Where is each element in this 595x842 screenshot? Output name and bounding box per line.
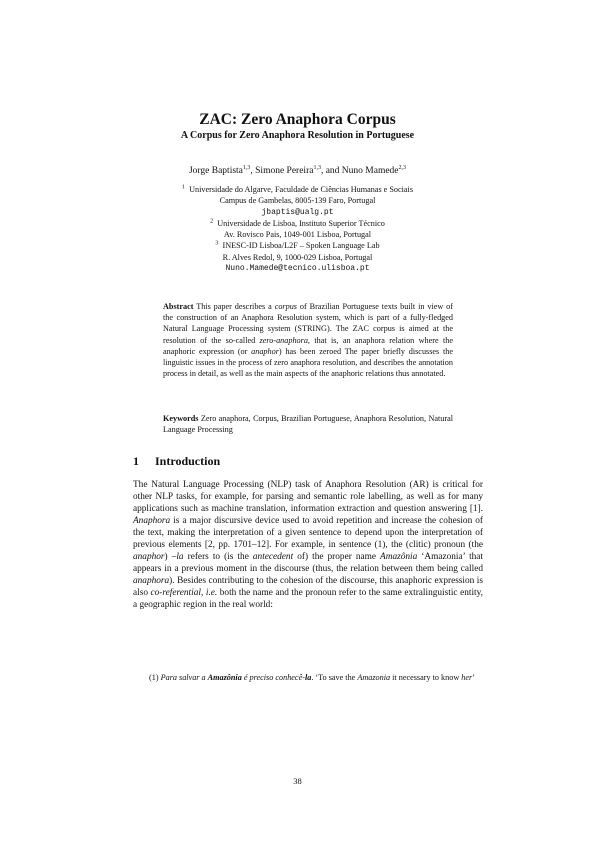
paper-subtitle: A Corpus for Zero Anaphora Resolution in Portuguese	[180, 130, 415, 141]
affiliation-line: Campus de Gambelas, 8005-139 Faro, Portugal	[219, 196, 376, 206]
author-affil-mark: 2,3	[398, 164, 407, 171]
affiliations	[0, 184, 595, 274]
affil-mark: 1	[181, 184, 185, 191]
page-number: 38	[293, 776, 302, 786]
paper-title: ZAC: Zero Anaphora Corpus	[199, 111, 396, 128]
affil-mark: 3	[215, 240, 219, 247]
section-title: Introduction	[155, 454, 221, 468]
author-affil-mark: 1,3	[313, 164, 321, 171]
affiliation-email[interactable]: jbaptis@ualg.pt	[261, 207, 334, 217]
example-sentence: (1) Para salvar a Amazônia é preciso conhecê-la. ‘To save the Amazonia it necessary to know her’	[149, 673, 475, 682]
affiliation-line: $^2$ Universidade de Lisboa, Instituto Superior Técnico	[210, 218, 385, 228]
abstract: Abstract This paper describes a corpus of Brazilian Portuguese texts built in view of the construction of an Anaphora Resolution system, which is part of a fully-fledged Natural Language Processing system (STRING). The ZAC corpus is aimed at the resolution of the so-called zero-anaphora, that is, an anaphora relation where the anaphoric expression (or anaphor) has been zeroed The paper briefly discusses the linguistic issues in the process of zero anaphora resolution, and describes the annotation process in detail, as well as the main aspects of the anaphoric relations thus annotated.	[163, 302, 454, 379]
affiliation-line: Av. Rovisco Pais, 1049-001 Lisboa, Portugal	[223, 230, 372, 240]
abstract-label: Abstract	[163, 302, 194, 311]
affiliation-line: $^1$ Universidade do Algarve, Faculdade de Ciências Humanas e Sociais	[181, 184, 414, 194]
section-number: 1	[133, 454, 139, 468]
author-list	[0, 166, 595, 176]
keywords: Keywords Zero anaphora, Corpus, Brazilian Portuguese, Anaphora Resolution, Natural Language Processing	[163, 414, 453, 435]
author-name: , Simone Pereira	[250, 166, 314, 176]
author-name: Jorge Baptista	[188, 166, 243, 176]
author-affil-mark: 1,3	[242, 164, 251, 171]
affiliation-line: R. Alves Redol, 9, 1000-029 Lisboa, Portugal	[222, 252, 373, 262]
author-name: , and Nuno Mamede	[320, 166, 399, 176]
intro-paragraph: The Natural Language Processing (NLP) task of Anaphora Resolution (AR) is critical for other NLP tasks, for example, for parsing and semantic role labelling, as well as for many applications such as machine translation, information extraction and question answering [1]. Anaphora is a major discursive device used to avoid repetition and increase the cohesion of the text, making the interpretation of a given sentence to depend upon the interpretation of previous elements [2, pp. 1701–12]. For example, in sentence (1), the (clitic) pronoun (the anaphor) –la refers to (is the antecedent of) the proper name Amazônia ‘Amazonia’ that appears in a previous moment in the discourse (thus, the relation between them being called anaphora). Besides contributing to the cohesion of the discourse, this anaphoric expression is also co-referential, i.e. both the name and the pronoun refer to the same extralinguistic entity, a geographic region in the real world:	[133, 480, 484, 611]
affiliation-line: $^3$ INESC-ID Lisboa/L2F – Spoken Language Lab	[215, 240, 380, 251]
affiliation-email[interactable]: Nuno.Mamede@tecnico.ulisboa.pt	[225, 264, 370, 274]
affil-mark: 2	[210, 218, 214, 225]
section-heading	[133, 454, 220, 469]
keywords-label: Keywords	[163, 414, 199, 423]
